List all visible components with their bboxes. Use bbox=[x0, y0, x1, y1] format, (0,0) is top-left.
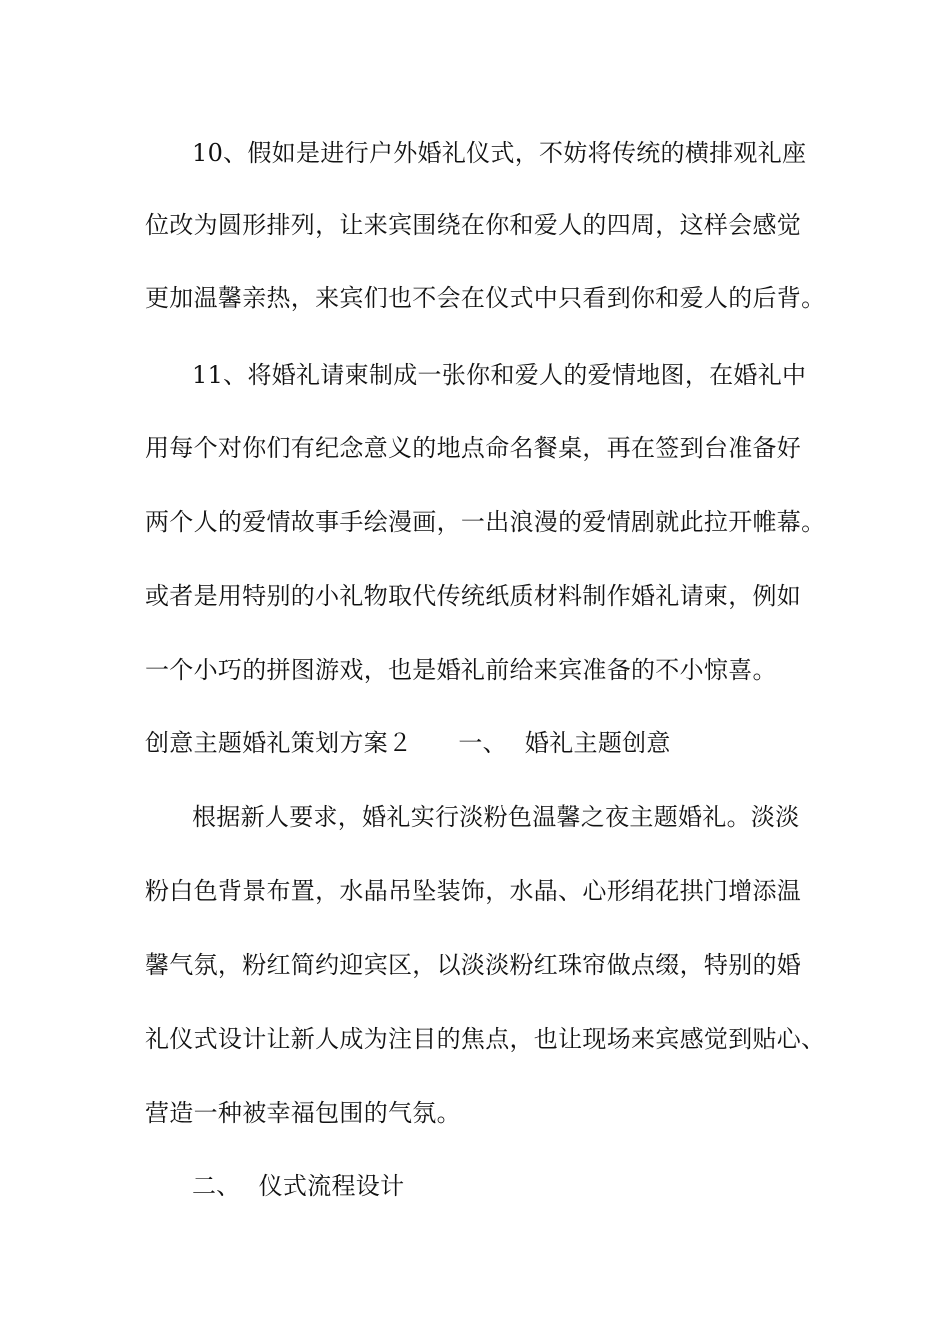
section-1-line-3: 馨气氛，粉红简约迎宾区，以淡淡粉红珠帘做点缀，特别的婚 bbox=[145, 951, 802, 979]
document-title: 创意主题婚礼策划方案２ bbox=[145, 729, 413, 757]
section-2-title: 仪式流程设计 bbox=[258, 1172, 405, 1200]
section-1-number: 一、 bbox=[458, 729, 507, 757]
section-1-line-1: 根据新人要求，婚礼实行淡粉色温馨之夜主题婚礼。淡淡 bbox=[192, 803, 800, 831]
section-1-line-2: 粉白色背景布置，水晶吊坠装饰，水晶、心形绢花拱门增添温 bbox=[145, 877, 802, 905]
paragraph-11-line-3: 两个人的爱情故事手绘漫画，一出浪漫的爱情剧就此拉开帷幕。 bbox=[145, 508, 826, 536]
paragraph-11-line-5: 一个小巧的拼图游戏，也是婚礼前给来宾准备的不小惊喜。 bbox=[145, 656, 777, 684]
paragraph-11-line-4: 或者是用特别的小礼物取代传统纸质材料制作婚礼请柬，例如 bbox=[145, 582, 802, 610]
paragraph-11-line-1: 11、将婚礼请柬制成一张你和爱人的爱情地图，在婚礼中 bbox=[192, 361, 807, 389]
paragraph-11-line-2: 用每个对你们有纪念意义的地点命名餐桌，再在签到台准备好 bbox=[145, 434, 802, 462]
section-1-line-5: 营造一种被幸福包围的气氛。 bbox=[145, 1099, 461, 1127]
paragraph-10-line-2: 位改为圆形排列，让来宾围绕在你和爱人的四周，这样会感觉 bbox=[145, 211, 802, 239]
paragraph-10-line-3: 更加温馨亲热，来宾们也不会在仪式中只看到你和爱人的后背。 bbox=[145, 284, 826, 312]
section-2-heading bbox=[192, 1171, 404, 1201]
section-1-line-4: 礼仪式设计让新人成为注目的焦点，也让现场来宾感觉到贴心、 bbox=[145, 1025, 826, 1053]
section-2-number: 二、 bbox=[192, 1172, 241, 1200]
paragraph-10-line-1: 10、假如是进行户外婚礼仪式，不妨将传统的横排观礼座 bbox=[192, 139, 807, 167]
section-heading bbox=[145, 728, 671, 758]
section-1-title: 婚礼主题创意 bbox=[524, 729, 671, 757]
